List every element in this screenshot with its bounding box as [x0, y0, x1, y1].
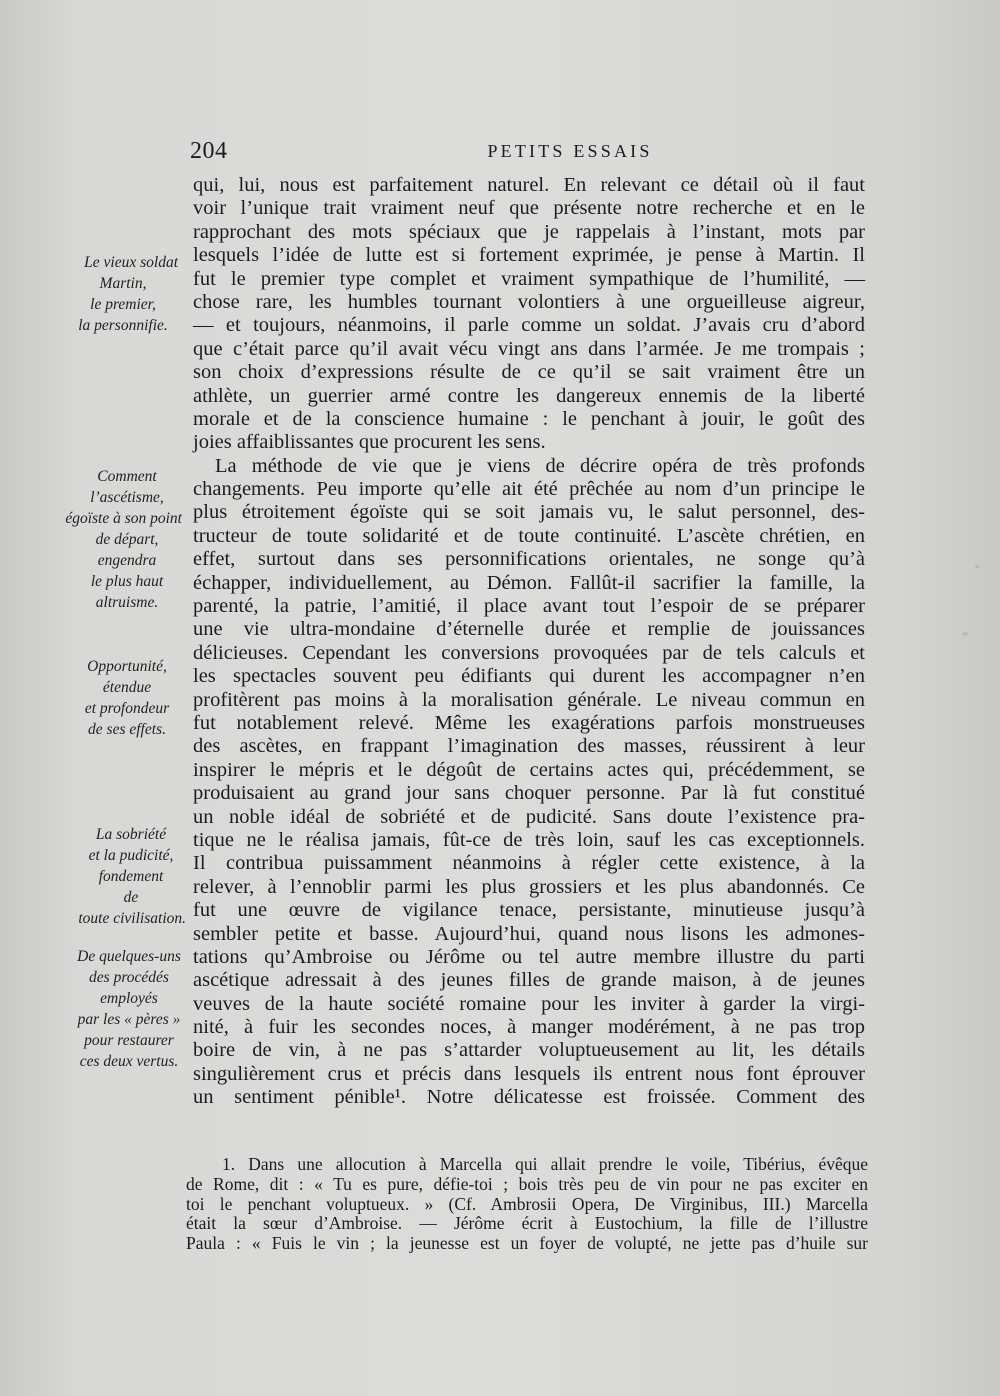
main-text [193, 174, 865, 1110]
text-line: morale et de la conscience humaine : le penchant à jouir, le goût des [193, 407, 865, 430]
paper-blemish [975, 565, 979, 568]
text-line: sembler petite et basse. Aujourd’hui, quand nous lisons les admones- [193, 922, 865, 945]
text-line: veuves de la haute société romaine pour les inviter à garder la virgi- [193, 992, 865, 1015]
text-line: nité, à fuir les secondes noces, à manger modérément, à ne pas trop [193, 1016, 865, 1039]
text-line: produisaient au grand jour sans choquer personne. Par là fut constitué [193, 782, 865, 805]
margin-note-line: Comment [97, 468, 157, 485]
text-line: que c’était parce qu’il avait vécu vingt ans dans l’armée. Je me trompais ; [193, 337, 865, 360]
text-line: plus étroitement égoïste qui se soit jamais vu, le salut personnel, des- [193, 501, 865, 524]
text-line: profitèrent pas moins à la moralisation générale. Le niveau commun en [193, 688, 865, 711]
margin-note-line: des procédés [89, 969, 169, 986]
text-line: singulièrement crus et précis dans lesquels ils entrent nous font éprouver [193, 1062, 865, 1085]
text-line: un noble idéal de sobriété et de pudicité. Sans doute l’existence pra- [193, 805, 865, 828]
margin-note-line: altruisme. [95, 594, 159, 611]
text-line: athlète, un guerrier armé contre les dangereux ennemis de la liberté [193, 384, 865, 407]
footnote-line: 1. Dans une allocution à Marcella qui allait prendre le voile, Tibérius, évêque [222, 1154, 868, 1174]
margin-note-line: de [123, 889, 139, 906]
text-line: fut notablement relevé. Même les exagérations parfois monstrueuses [193, 711, 865, 734]
margin-note-line: Le vieux soldat [84, 254, 178, 271]
text-line: parenté, la patrie, l’amitié, il place avant tout l’espoir de se préparer [193, 595, 865, 618]
margin-note-line: et la pudicité, [88, 847, 174, 864]
text-line: changements. Peu importe qu’elle ait été prêchée au nom d’un principe le [193, 478, 865, 501]
text-line: joies affaiblissantes que procurent les sens. [193, 431, 546, 454]
margin-note-procedes [34, 946, 184, 1072]
text-line: des ascètes, en frappant l’imagination des masses, réussirent à leur [193, 735, 865, 758]
text-line: fut le premier type complet et vraiment sympathique de l’humilité, — [193, 267, 865, 290]
margin-note-sobriete [36, 824, 186, 929]
text-line: tique ne le réalisa jamais, fût-ce de très loin, sauf les cas exceptionnels. [193, 828, 865, 851]
text-line: La méthode de vie que je viens de décrire opéra de très profonds [215, 454, 865, 477]
text-line: les spectacles souvent peu édifiants qui durent les accompagner n’en [193, 665, 865, 688]
margin-note-opportunite [32, 656, 182, 740]
margin-note-line: pour restaurer [84, 1032, 174, 1049]
margin-note-line: Opportunité, [87, 658, 167, 675]
page-header [190, 138, 870, 164]
text-line: voir l’unique trait vraiment neuf que présente notre recherche et en le [193, 197, 865, 220]
running-title: PETITS ESSAIS [487, 141, 653, 161]
text-line: Il contribua puissamment néanmoins à régler cette existence, à la [193, 852, 865, 875]
margin-note-line: De quelques-uns [77, 948, 181, 965]
margin-note-line: de ses effets. [88, 721, 166, 738]
text-line: qui, lui, nous est parfaitement naturel. En relevant ce détail où il faut [193, 174, 865, 196]
margin-note-line: ces deux vertus. [79, 1053, 179, 1070]
margin-note-line: et profondeur [84, 700, 170, 717]
paper-blemish [962, 632, 968, 636]
margin-note-line: employés [100, 990, 158, 1007]
margin-note-line: le premier, [90, 296, 156, 313]
margin-note-martin [28, 252, 178, 336]
text-line: lesquels l’idée de lutte est si fortement exprimée, je pense à Martin. Il [193, 244, 865, 267]
footnote-line: Paula : « Fuis le vin ; la jeunesse est un foyer de volupté, ne jette pas d’huile sur [186, 1233, 868, 1254]
footnote-line: toi le penchant voluptueux. » (Cf. Ambrosii Opera, De Virginibus, III.) Marcella [186, 1193, 868, 1214]
text-line: tations qu’Ambroise ou Jérôme ou tel autre membre illustre du parti [193, 945, 865, 968]
text-line: boire de vin, à ne pas s’attarder voluptueusement au lit, les détails [193, 1039, 865, 1062]
margin-note-line: l’ascétisme, [90, 489, 164, 506]
margin-note-line: la personnifie. [78, 317, 168, 334]
text-line: tructeur de toute solidarité et de toute continuité. L’ascète chrétien, en [193, 524, 865, 547]
text-line: un sentiment pénible¹. Notre délicatesse est froissée. Comment des [193, 1086, 865, 1109]
page-number: 204 [190, 138, 228, 164]
margin-note-ascetisme [32, 466, 182, 613]
footnote-line: de Rome, dit : « Tu es pure, défie-toi ; bois très peu de vin pour ne pas exciter en [186, 1173, 868, 1194]
text-line: fut une œuvre de vigilance tenace, persistante, minutieuse jusqu’à [193, 899, 865, 922]
text-line: délicieuses. Cependant les conversions provoquées par de tels calculs et [193, 641, 865, 664]
margin-note-line: fondement [98, 868, 164, 885]
text-line: relever, à l’ennoblir parmi les plus grossiers et les plus abandonnés. Ce [193, 875, 865, 898]
text-line: effet, surtout dans ses personnifications orientales, ne songe qu’à [193, 548, 865, 571]
text-line: son choix d’expressions résulte de ce qu’il se sait vraiment être un [193, 361, 865, 384]
margin-note-line: égoïste à son point [65, 510, 182, 527]
text-line: rapprochant des mots spéciaux que je rappelais à l’instant, mots par [193, 220, 865, 243]
margin-note-line: le plus haut [90, 573, 164, 590]
text-line: inspirer le mépris et le dégoût de certains actes qui, précédemment, se [193, 758, 865, 781]
footnotes [186, 1155, 868, 1254]
footnote-line: était la sœur d’Ambroise. — Jérôme écrit à Eustochium, la fille de l’illustre [186, 1213, 868, 1234]
margin-note-line: toute civilisation. [78, 910, 186, 927]
text-line: — et toujours, néanmoins, il parle comme un soldat. J’avais cru d’abord [193, 314, 865, 337]
margin-note-line: Martin, [99, 275, 147, 292]
text-line: ascétique adressait à des jeunes filles de grande maison, à de jeunes [193, 969, 865, 992]
margin-note-line: de départ, [95, 531, 159, 548]
margin-note-line: étendue [102, 679, 152, 696]
text-line: échapper, individuellement, au Démon. Fallût-il sacrifier la famille, la [193, 571, 865, 594]
text-line: une vie ultra-mondaine d’éternelle durée et remplie de jouissances [193, 618, 865, 641]
margin-note-line: engendra [97, 552, 157, 569]
margin-note-line: par les « pères » [77, 1011, 181, 1028]
text-line: chose rare, les humbles tournant volontiers à une orgueilleuse aigreur, [193, 290, 865, 313]
margin-note-line: La sobriété [95, 826, 167, 843]
